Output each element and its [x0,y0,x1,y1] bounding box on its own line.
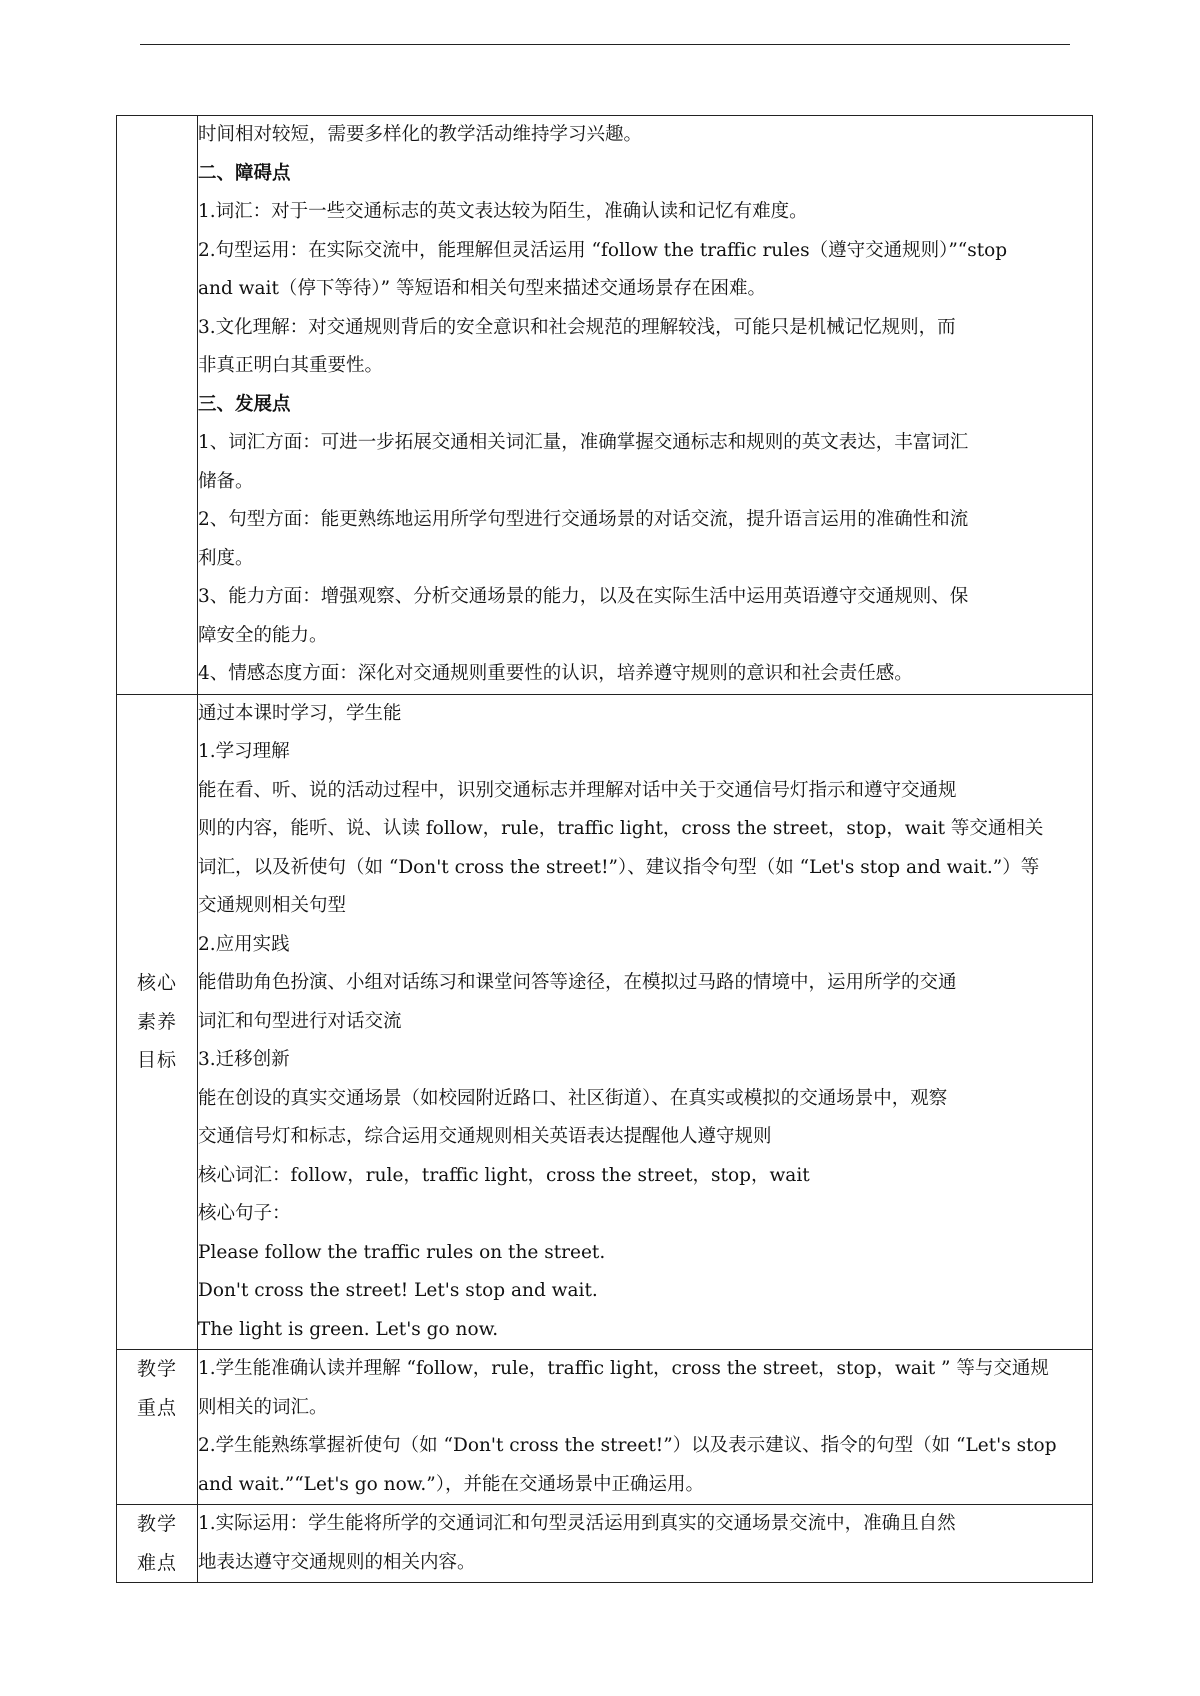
row-label-line: 教学 [136,1513,177,1535]
text-line: 2.学生能熟练掌握祈使句（如 “Don't cross the street!”）以及表示建议、指令的句型（如 “Let's stop [198,1435,1057,1456]
text-line: 词汇，以及祈使句（如 “Don't cross the street!”）、建议指令句型（如 “Let's stop and wait.”）等 [198,856,1040,878]
text-line: 3、能力方面：增强观察、分析交通场景的能力，以及在实际生活中运用英语遵守交通规则、保 [198,586,969,607]
text-line: 利度。 [198,547,254,569]
row-label-cell [117,1350,198,1505]
text-line: 交通信号灯和标志，综合运用交通规则相关英语表达提醒他人遵守规则 [198,1126,772,1147]
table-row-difficulties [117,116,1093,695]
text-line: 交通规则相关句型 [198,895,347,916]
text-line: 2.句型运用：在实际交流中，能理解但灵活运用 “follow the traffic rules（遵守交通规则）”“stop [198,239,1008,261]
text-line: 能在创设的真实交通场景（如校园附近路口、社区街道）、在真实或模拟的交通场景中，观察 [198,1087,948,1109]
text-line: Don't cross the street! Let's stop and wait. [198,1280,598,1301]
lesson-plan-table [116,115,1093,1583]
text-line: 2.应用实践 [198,933,290,955]
header-rule [140,44,1070,45]
row-label-cell [117,1505,198,1583]
text-line: 储备。 [198,470,254,492]
text-line: 3.文化理解：对交通规则背后的安全意识和社会规范的理解较浅，可能只是机械记忆规则，而 [198,316,956,338]
text-line: 通过本课时学习，学生能 [198,702,402,724]
row-label-line: 核心 [136,972,177,994]
section-heading: 三、发展点 [198,393,291,415]
text-line: 则相关的词汇。 [198,1396,328,1418]
text-line: 1.实际运用：学生能将所学的交通词汇和句型灵活运用到真实的交通场景交流中，准确且自然 [198,1513,956,1534]
text-line: 时间相对较短，需要多样化的教学活动维持学习兴趣。 [198,124,643,145]
text-line: 3.迁移创新 [198,1049,290,1070]
text-line: 4、情感态度方面：深化对交通规则重要性的认识，培养遵守规则的意识和社会责任感。 [198,663,913,684]
text-line: 则的内容，能听、说、认读 follow，rule，traffic light，cross the street，stop，wait 等交通相关 [198,818,1044,839]
table-row-teaching-focus [117,1350,1093,1505]
row-content-cell [198,1350,1093,1505]
row-label-cell [117,694,198,1350]
text-line: 词汇和句型进行对话交流 [198,1010,402,1032]
section-heading: 二、障碍点 [198,162,291,184]
row-label-line: 目标 [136,1049,177,1071]
row-label-line: 素养 [136,1010,177,1033]
text-line: 能借助角色扮演、小组对话练习和课堂问答等途径，在模拟过马路的情境中，运用所学的交通 [198,972,957,993]
text-line: 1.词汇：对于一些交通标志的英文表达较为陌生，准确认读和记忆有难度。 [198,201,808,222]
text-line: 地表达遵守交通规则的相关内容。 [198,1551,476,1573]
row-content-cell [198,116,1093,695]
text-line: 障安全的能力。 [198,624,328,646]
text-line: 非真正明白其重要性。 [198,355,384,376]
table-row-core-competency-goals [117,694,1093,1350]
text-line: 能在看、听、说的活动过程中，识别交通标志并理解对话中关于交通信号灯指示和遵守交通规 [198,779,957,801]
text-line: 1.学习理解 [198,741,290,762]
text-line: 核心词汇：follow，rule，traffic light，cross the street，stop，wait [198,1164,810,1186]
text-line: 1.学生能准确认读并理解 “follow，rule，traffic light，cross the street，stop，wait ” 等与交通规 [198,1358,1049,1379]
row-label-line: 难点 [136,1551,177,1574]
row-content-cell [198,1505,1093,1583]
row-label-cell [117,116,198,695]
row-content-cell [198,694,1093,1350]
text-line: Please follow the traffic rules on the street. [198,1241,606,1263]
table-row-teaching-difficulty [117,1505,1093,1583]
text-line: and wait.”“Let's go now.”），并能在交通场景中正确运用。 [198,1473,704,1495]
text-line: 核心句子： [198,1203,291,1224]
text-line: 1、词汇方面：可进一步拓展交通相关词汇量，准确掌握交通标志和规则的英文表达，丰富词汇 [198,432,969,453]
row-label-line: 教学 [136,1358,177,1380]
text-line: and wait（停下等待）” 等短语和相关句型来描述交通场景存在困难。 [198,278,766,299]
text-line: The light is green. Let's go now. [198,1318,499,1340]
row-label-line: 重点 [136,1396,177,1419]
text-line: 2、句型方面：能更熟练地运用所学句型进行交通场景的对话交流，提升语言运用的准确性和流 [198,509,969,530]
